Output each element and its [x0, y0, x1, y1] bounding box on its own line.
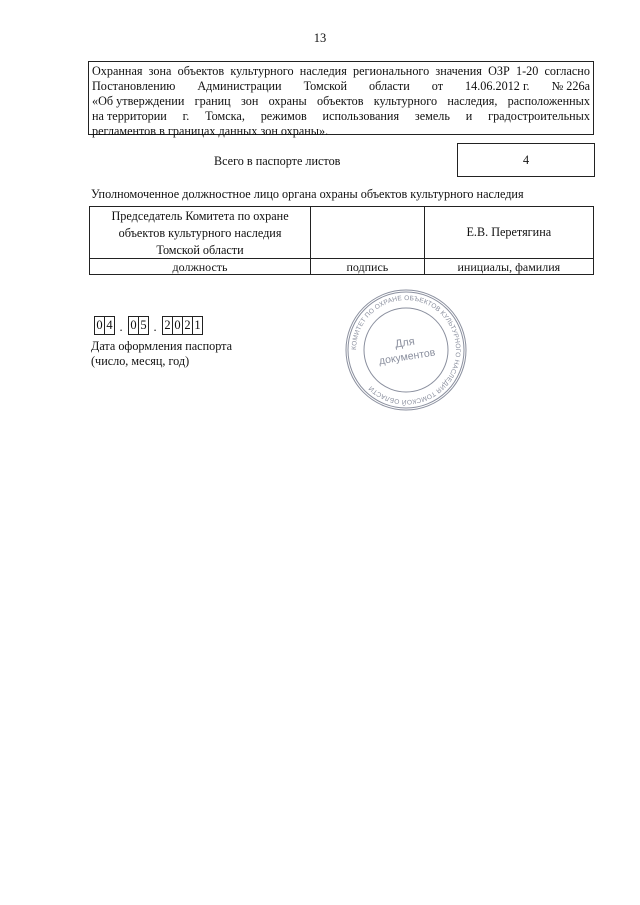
caption-position: должность — [90, 259, 311, 275]
date-caption-line: (число, месяц, год) — [91, 354, 190, 368]
zone-description-line — [92, 64, 590, 79]
word: согласно — [544, 64, 590, 78]
zone-description-line — [92, 94, 590, 109]
word: регионального — [353, 64, 430, 78]
stamp-outer-ring-inner — [348, 292, 464, 408]
word: земель — [414, 109, 450, 123]
word: градостроительных — [488, 109, 590, 123]
word: «Об утверждении — [92, 94, 185, 108]
caption-signature: подпись — [311, 259, 425, 275]
word: наследия, — [447, 94, 498, 108]
sheets-count-value — [457, 143, 595, 177]
date-caption — [91, 339, 232, 369]
word: культурного — [373, 94, 438, 108]
word: № 226а — [551, 79, 590, 93]
stamp-center-line: документов — [378, 346, 437, 368]
official-name-cell: Е.В. Перетягина — [424, 207, 593, 259]
date-caption-line: Дата оформления паспорта — [91, 339, 233, 353]
date-separator: . — [119, 320, 123, 334]
signature-table — [89, 206, 594, 275]
word: значения — [435, 64, 482, 78]
date-digit: 4 — [104, 316, 115, 335]
word: Томска, — [205, 109, 245, 123]
word: 1-20 — [515, 64, 539, 78]
word: объектов — [177, 64, 225, 78]
signature-row — [90, 207, 594, 259]
caption-name: инициалы, фамилия — [424, 259, 593, 275]
sheets-count-label: Всего в паспорте листов — [214, 154, 341, 168]
date-digit: 0 — [128, 316, 139, 335]
word: Томской — [303, 79, 348, 93]
word: расположенных — [507, 94, 590, 108]
word: ОЗР — [488, 64, 510, 78]
date-digit: 2 — [162, 316, 173, 335]
passport-date — [94, 316, 202, 335]
word: 14.06.2012 г. — [465, 79, 530, 93]
word: г. — [182, 109, 190, 123]
word: на территории — [92, 109, 167, 123]
seal-stamp — [344, 288, 468, 412]
date-digit: 0 — [172, 316, 183, 335]
page-number: 13 — [313, 31, 327, 45]
word: и — [465, 109, 473, 123]
zone-description-line — [92, 109, 590, 124]
word: Администрации — [197, 79, 282, 93]
word: Охранная — [92, 64, 143, 78]
word: охраны — [268, 94, 307, 108]
date-separator: . — [153, 320, 157, 334]
word: режимов — [260, 109, 307, 123]
word: объектов — [317, 94, 364, 108]
word: зон — [241, 94, 259, 108]
position-line: Томской области — [156, 243, 244, 257]
word: от — [431, 79, 444, 93]
zone-description-line — [92, 124, 590, 139]
word: использования — [322, 109, 400, 123]
zone-description-box — [88, 61, 594, 138]
word: наследия — [299, 64, 347, 78]
official-position-cell — [90, 207, 311, 259]
word: области — [369, 79, 410, 93]
official-heading: Уполномоченное должностное лицо органа охраны объектов культурного наследия — [91, 187, 524, 201]
date-digit: 5 — [138, 316, 149, 335]
stamp-ring-text-path: КОМИТЕТ ПО ОХРАНЕ ОБЪЕКТОВ КУЛЬТУРНОГО НАСЛЕДИЯ ТОМСКОЙ ОБЛАСТИ — [350, 294, 462, 406]
date-digit: 2 — [182, 316, 193, 335]
signature-cell — [311, 207, 425, 259]
position-line: объектов культурного наследия — [118, 226, 282, 240]
date-digit: 1 — [192, 316, 203, 335]
word: границ — [194, 94, 231, 108]
word: регламентов в границах данных зон охраны». — [92, 124, 329, 138]
stamp-center-line: Для — [394, 335, 416, 351]
word: зона — [148, 64, 172, 78]
word: культурного — [230, 64, 294, 78]
caption-row — [90, 259, 594, 275]
zone-description-line — [92, 79, 590, 94]
stamp-inner-ring — [364, 308, 448, 392]
word: Постановлению — [92, 79, 176, 93]
date-digit: 0 — [94, 316, 105, 335]
position-line: Председатель Комитета по охране — [111, 209, 289, 223]
sheets-count-number: 4 — [522, 152, 530, 167]
